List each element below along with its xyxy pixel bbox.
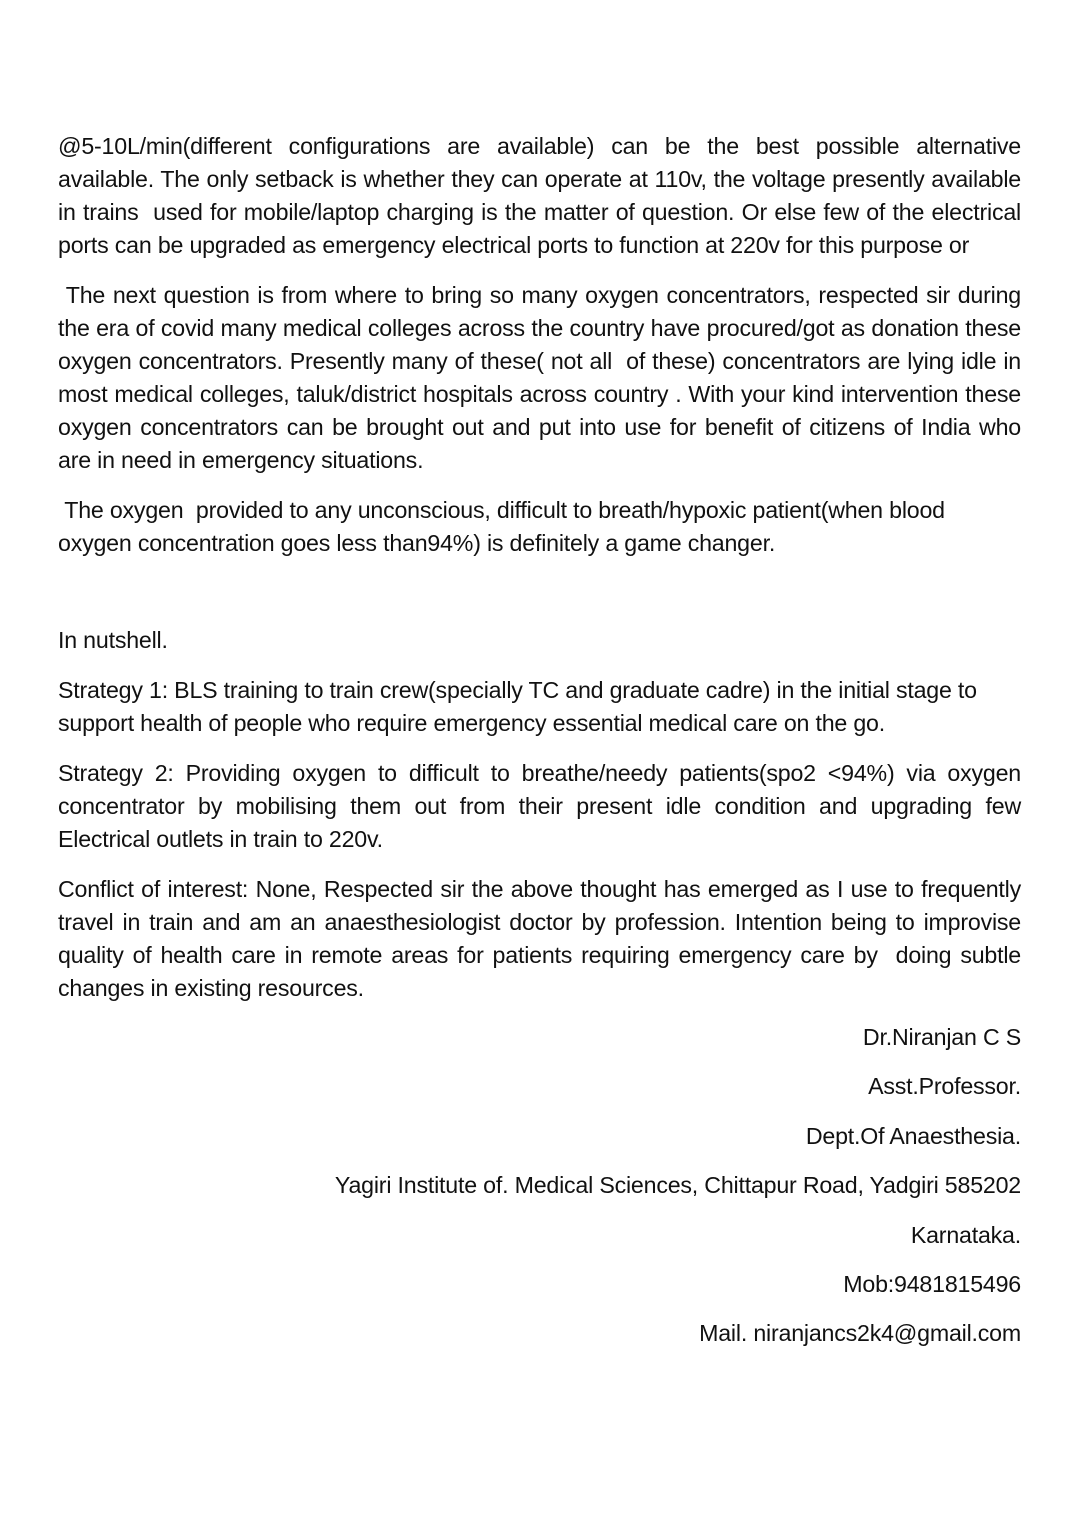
signature-designation: Asst.Professor.: [868, 1073, 1021, 1100]
signature-department: Dept.Of Anaesthesia.: [805, 1122, 1021, 1149]
paragraph-concentrator-sourcing: The next question is from where to bring so many oxygen concentrators, respected sir during the era of covid many medical colleges across the country have procured/got as donation these oxygen concentrators. Presently many of these( not all of these) concentrators are lying idle in most medical colleges, taluk/district hospitals across country . With your kind intervention these oxygen concentrators can be brought out and put into use for benefit of citizens of India who are in need in emergency situations.: [58, 282, 1034, 473]
signature-state: Karnataka.: [910, 1221, 1021, 1248]
strategy-2: Strategy 2: Providing oxygen to difficult to breathe/needy patients(spo2 <94%) via oxygen concentrator by mobilising them out from their present idle condition and upgrading few Electrical outlets in train to 220v.: [58, 760, 1028, 852]
conflict-of-interest: Conflict of interest: None, Respected sir the above thought has emerged as I use to frequently travel in train and am an anaesthesiologist doctor by profession. Intention being to improvise quality of health care in remote areas for patients requiring emergency care by doing subtle changes in existing resources.: [58, 876, 1028, 1001]
signature-email: Mail. niranjancs2k4@gmail.com: [699, 1320, 1021, 1347]
document-page: [58, 130, 1034, 1367]
signature-mobile: Mob:9481815496: [843, 1270, 1021, 1297]
strategy-1: Strategy 1: BLS training to train crew(specially TC and graduate cadre) in the initial stage to support health of people who require emergency essential medical care on the go.: [58, 677, 984, 736]
paragraph-oxygen-game-changer: The oxygen provided to any unconscious, difficult to breath/hypoxic patient(when blood oxygen concentration goes less than94%) is definitely a game changer.: [58, 497, 952, 556]
signature-institute: Yagiri Institute of. Medical Sciences, Chittapur Road, Yadgiri 585202: [334, 1172, 1021, 1199]
paragraph-oxygen-concentrator-alternative: @5-10L/min(different configurations are available) can be the best possible alternative available. The only setback is whether they can operate at 110v, the voltage presently available in trains used for mobile/laptop charging is the matter of question. Or else few of the electrical ports can be upgraded as emergency electrical ports to function at 220v for this purpose or: [58, 133, 1028, 258]
signature-block: [58, 1021, 1021, 1350]
signature-name: Dr.Niranjan C S: [862, 1024, 1021, 1050]
summary-heading: In nutshell.: [58, 627, 168, 653]
